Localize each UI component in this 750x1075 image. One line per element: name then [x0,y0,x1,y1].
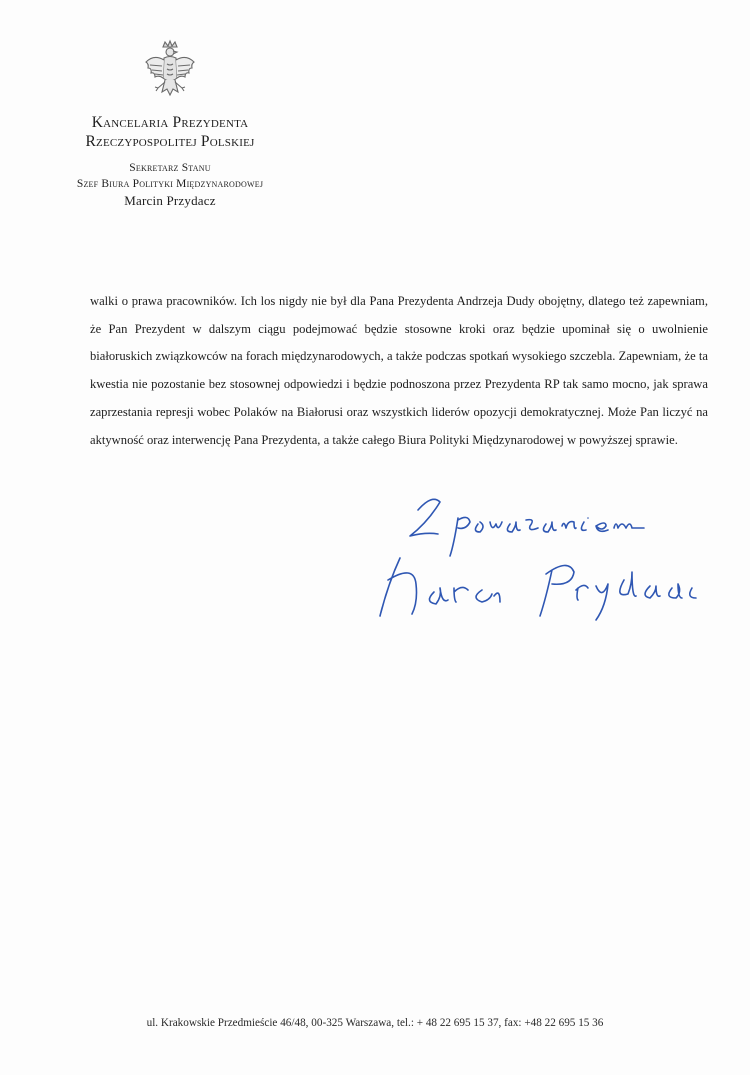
position-title-line2: Szef Biura Polityki Międzynarodowej [76,177,264,190]
letterhead [20,38,320,210]
body-paragraph: walki o prawa pracowników. Ich los nigdy nie był dla Pana Prezydenta Andrzeja Dudy obojętny, dlatego też zapewniam, że Pan Prezydent w dalszym ciągu podejmować będzie stosowne kroki oraz będzie upominał się o uwolnienie białoruskich związkowców na forach międzynarodowych, a także podczas spotkań wysokiego szczebla. Zapewniam, że ta kwestia nie pozostanie bez stosownej odpowiedzi i będzie podnoszona przez Prezydenta RP tak samo mocno, jak sprawa zaprzestania represji wobec Polaków na Białorusi oraz wszystkich liderów opozycji demokratycznej. Może Pan liczyć na aktywność oraz interwencję Pana Prezydenta, a także całego Biura Polityki Międzynarodowej w powyższej sprawie. [90,294,708,447]
letter-body [90,288,708,454]
position-title-line1: Sekretarz Stanu [129,162,211,175]
sender-name: Marcin Przydacz [124,193,216,209]
office-name-line2: Rzeczypospolitej Polskiej [85,132,255,150]
polish-eagle-emblem-icon [140,38,200,108]
footer-address: ul. Krakowskie Przedmieście 46/48, 00-325 Warszawa, tel.: + 48 22 695 15 37, fax: +48 22 695 15 36 [146,1017,604,1029]
handwritten-signature [370,488,730,628]
office-name-line1: Kancelaria Prezydenta [91,114,249,131]
